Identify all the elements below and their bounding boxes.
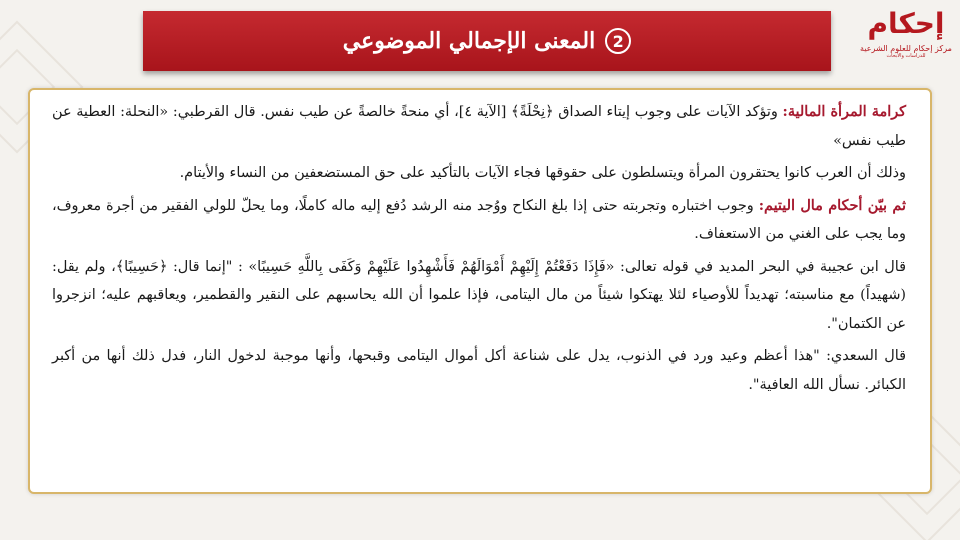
- paragraph-orphan-money: [52, 192, 906, 249]
- title-banner: [143, 11, 831, 71]
- section-heading: كرامة المرأة المالية:: [782, 103, 906, 120]
- page-title: المعنى الإجمالي الموضوعي: [342, 28, 596, 54]
- paragraph-text: وذلك أن العرب كانوا يحتقرون المرأة ويتسلطون على حقوقها فجاء الآيات بالتأكيد على حق المستضعفين من النساء والأيتام.: [179, 165, 906, 181]
- paragraph-text: وتؤكد الآيات على وجوب إيتاء الصداق ﴿نِحْلَةً﴾ [الآية ٤]، أي منحةً خالصةً عن طيب نفس. قال القرطبي: «النحلة: العطية عن طيب نفس»: [52, 104, 906, 149]
- logo-tagline: للدراسات والأبحاث: [886, 53, 926, 59]
- paragraph-women-financial-dignity: [52, 98, 906, 155]
- paragraph-arabs-context: [52, 159, 906, 188]
- paragraph-saadi-quote: [52, 342, 906, 399]
- content-box: [28, 88, 932, 494]
- section-number-badge: 2: [605, 28, 631, 54]
- logo-wordmark: إحكام: [867, 7, 945, 40]
- logo: [858, 6, 954, 68]
- paragraph-text: قال السعدي: "هذا أعظم وعيد ورد في الذنوب، يدل على شناعة أكل أموال اليتامى وقبحها، وأنها موجبة لدخول النار، فدل ذلك أنها من أكبر الكبائر. نسأل الله العافية".: [52, 348, 906, 393]
- section-heading: ثم بيّن أحكام مال اليتيم:: [758, 196, 906, 214]
- paragraph-text: قال ابن عجيبة في البحر المديد في قوله تعالى: «فَإِذَا دَفَعْتُمْ إِلَيْهِمْ أَمْوَالَهُمْ فَأَشْهِدُوا عَلَيْهِمْ وَكَفَى بِاللَّهِ حَسِيبًا» : "إنما قال: ﴿حَسِيبًا﴾، ولم يقل: (شهيداً) مع مناسبته؛ تهديداً للأوصياء لئلا يهتكوا شيئاً من مال اليتامى، فإذا علموا أن الله يحاسبهم على النقير والقطمير، ويعاقبهم عليه؛ انزجروا عن الكتمان".: [52, 258, 906, 332]
- paragraph-ibn-ajiba-quote: [52, 253, 906, 339]
- paragraph-text: وجوب اختباره وتجربته حتى إذا بلغ النكاح ووُجد منه الرشد دُفع إليه ماله كاملًا، وما يحلّ للولي الفقير من أجرة معروف، وما يجب على الغني من الاستعفاف.: [52, 197, 906, 242]
- logo-subtitle: مركز إحكام للعلوم الشرعية: [860, 44, 952, 53]
